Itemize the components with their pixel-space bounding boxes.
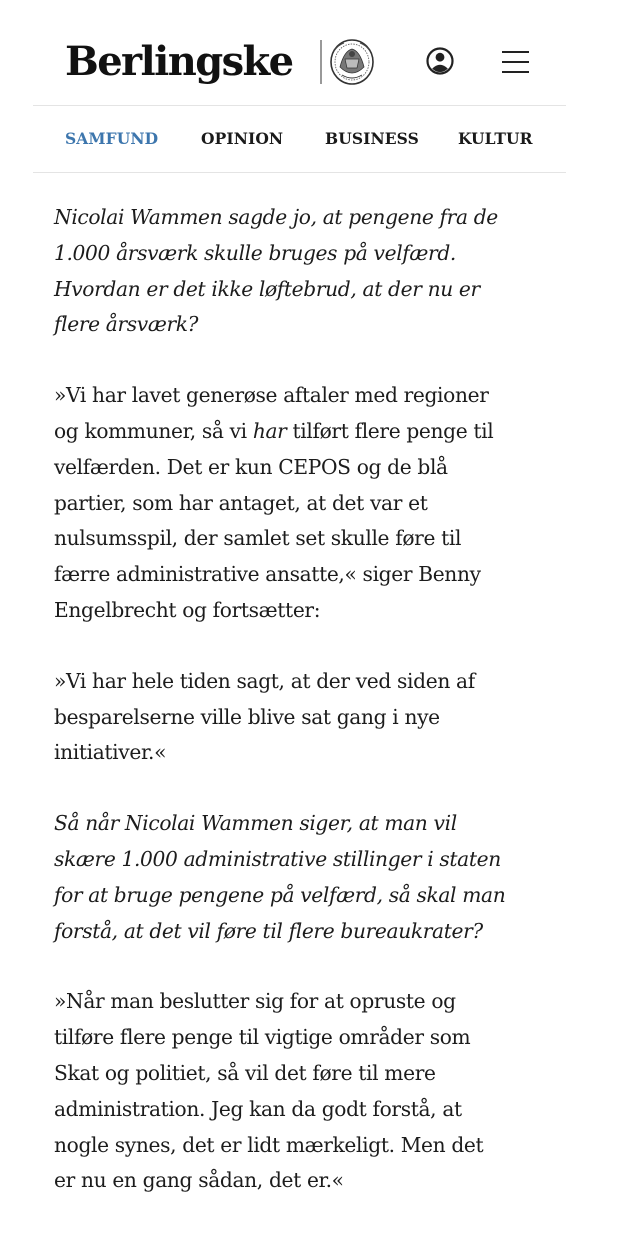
- crest-seal-icon: [320, 37, 376, 87]
- text-line: initiativer.«: [54, 740, 167, 765]
- interview-question: [54, 806, 594, 949]
- nav-item-opinion[interactable]: OPINION: [201, 129, 284, 148]
- article-body: [54, 200, 594, 1234]
- text-line: »Vi har hele tiden sagt, at der ved siden af: [54, 668, 475, 693]
- text-line: Nicolai Wammen sagde jo, at pengene fra de: [54, 205, 498, 229]
- text-line: tilføre flere penge til vigtige områder som: [54, 1025, 471, 1050]
- site-logo[interactable]: Berlingske: [65, 38, 293, 85]
- text-line: partier, som har antaget, at det var et: [54, 490, 428, 515]
- text-segment: og kommuner, så vi: [54, 418, 253, 443]
- text-line: Så når Nicolai Wammen siger, at man vil: [54, 811, 457, 836]
- text-line: besparelserne ville blive sat gang i nye: [54, 704, 440, 729]
- text-line: nulsumsspil, der samlet set skulle føre til: [54, 526, 462, 551]
- user-account-button[interactable]: [423, 44, 457, 78]
- text-line: færre administrative ansatte,« siger Benny: [54, 562, 481, 587]
- emphasis-text: har: [252, 418, 287, 443]
- text-line: 1.000 årsværk skulle bruges på velfærd.: [54, 240, 456, 265]
- hamburger-menu-icon: [502, 51, 529, 53]
- text-segment: tilført flere penge til: [286, 418, 494, 443]
- interview-answer: [54, 664, 594, 771]
- text-line: forstå, at det vil føre til flere bureaukrater?: [54, 918, 483, 943]
- nav-item-samfund[interactable]: SAMFUND: [65, 129, 159, 148]
- interview-answer: [54, 984, 594, 1199]
- hamburger-menu-icon: [502, 71, 529, 73]
- text-line: administration. Jeg kan da godt forstå, at: [54, 1096, 462, 1121]
- hamburger-menu-button[interactable]: [499, 47, 533, 77]
- hamburger-menu-icon: [502, 61, 529, 63]
- text-line: Hvordan er det ikke løftebrud, at der nu er: [54, 276, 480, 301]
- nav-item-kultur[interactable]: KULTUR: [458, 129, 533, 148]
- nav-item-business[interactable]: BUSINESS: [325, 129, 419, 148]
- interview-answer: [54, 378, 594, 629]
- section-nav: [33, 105, 566, 173]
- text-line: Skat og politiet, så vil det føre til mere: [54, 1060, 436, 1085]
- text-line: [54, 419, 493, 443]
- text-line: skære 1.000 administrative stillinger i staten: [54, 846, 501, 871]
- text-line: velfærden. Det er kun CEPOS og de blå: [54, 454, 448, 479]
- site-header: [33, 0, 566, 106]
- text-line: nogle synes, det er lidt mærkeligt. Men det: [54, 1132, 484, 1157]
- user-account-icon: [425, 46, 455, 76]
- text-line: »Vi har lavet generøse aftaler med regioner: [54, 383, 489, 408]
- interview-question: [54, 200, 594, 343]
- text-line: »Når man beslutter sig for at opruste og: [54, 989, 456, 1014]
- text-line: flere årsværk?: [54, 312, 199, 337]
- text-line: Engelbrecht og fortsætter:: [54, 597, 321, 622]
- text-line: for at bruge pengene på velfærd, så skal man: [54, 882, 506, 907]
- text-line: er nu en gang sådan, det er.«: [54, 1168, 344, 1193]
